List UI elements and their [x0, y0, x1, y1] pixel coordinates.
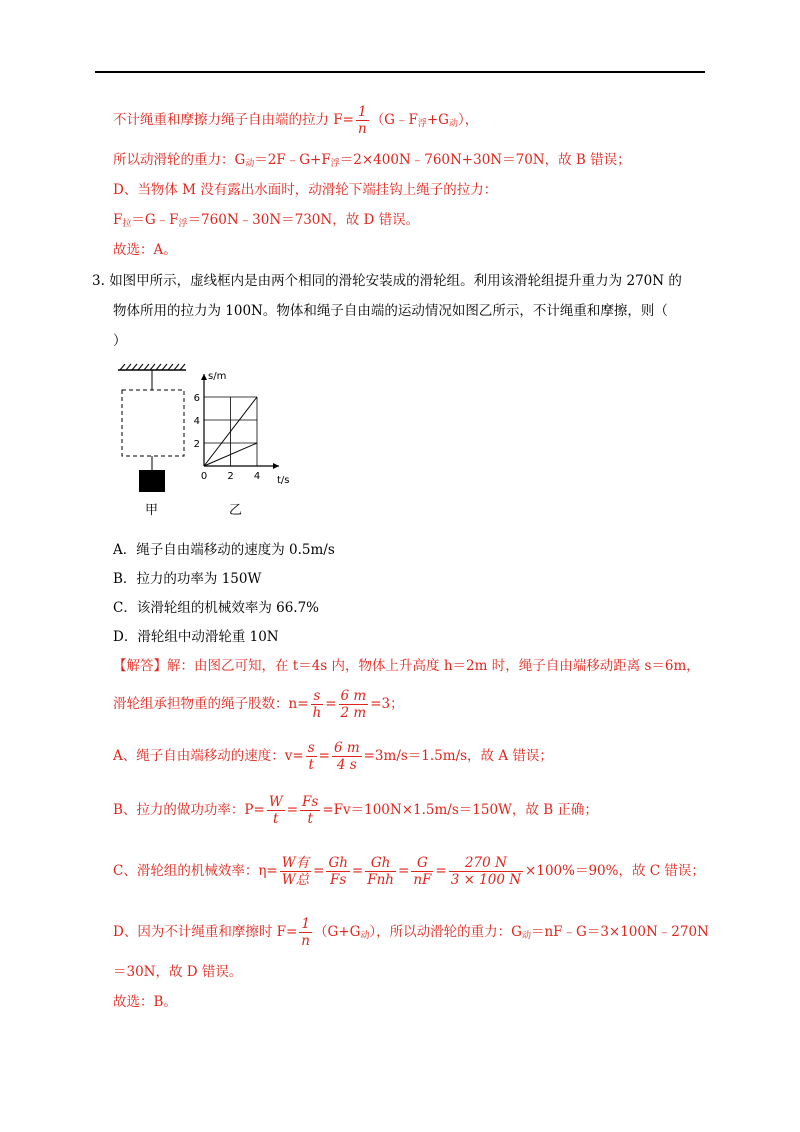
numerator: 1 — [356, 104, 369, 121]
text: （G+G — [314, 924, 361, 940]
prev-line-3: D、当物体 M 没有露出水面时，动滑轮下端挂钩上绳子的拉力： — [113, 182, 498, 198]
denominator: 4 s — [336, 757, 357, 773]
denominator: n — [301, 933, 310, 949]
label-yi: 乙 — [229, 503, 243, 518]
question-text: 如图甲所示，虚线框内是由两个相同的滑轮安装成的滑轮组。利用该滑轮组提升重力为 270N 的 — [109, 273, 682, 289]
text: ＝2F﹣G+F — [254, 152, 331, 168]
denominator: 2 m — [340, 705, 367, 721]
fraction — [300, 794, 320, 827]
answer-line-g — [113, 916, 709, 949]
prev-line-1 — [113, 104, 478, 137]
text: ＝760N﹣30N＝730N，故 D 错误。 — [187, 212, 420, 228]
text: B、拉力的做功功率：P= — [113, 802, 265, 818]
denominator: Fnh — [367, 872, 394, 888]
text: D、因为不计绳重和摩擦时 F= — [113, 924, 298, 940]
numerator: W — [268, 794, 283, 810]
fraction — [365, 855, 396, 888]
option-a: A．绳子自由端移动的速度为 0.5m/s — [113, 542, 335, 558]
ceiling-hatch — [120, 364, 185, 370]
text: ×100%＝90%，故 C 错误； — [525, 863, 705, 879]
subscript: 浮 — [178, 219, 188, 229]
fraction — [332, 740, 362, 773]
subscript: 浮 — [330, 159, 340, 169]
text: （G﹣F — [370, 112, 418, 128]
text: ＝2×400N﹣760N+30N＝70N，故 B 错误； — [339, 152, 631, 168]
text: =3； — [370, 696, 404, 712]
text: =Fv＝100N×1.5m/s＝150W，故 B 正确； — [322, 802, 598, 818]
numerator: Gh — [365, 855, 396, 872]
question-line-3: ） — [113, 333, 127, 349]
denominator: 3 × 100 N — [450, 872, 522, 888]
denominator: t — [273, 811, 279, 827]
text: 滑轮组承担物重的绳子股数：n= — [113, 696, 309, 712]
text: ＝nF﹣G＝3×100N﹣270N — [530, 924, 709, 940]
fraction — [449, 855, 523, 888]
numerator: s — [307, 740, 315, 756]
option-b: B．拉力的功率为 150W — [113, 571, 262, 587]
dashed-box — [122, 390, 184, 456]
header-rule — [95, 71, 705, 73]
fraction — [311, 688, 324, 721]
pulley-diagram-jia — [118, 364, 186, 518]
answer-line-eta: C、滑轮组的机械效率：η= $\frac{\text{W有}}{\text{W总}}$ = $\frac{Gh}{Fs}$ = $\frac{Gh}{\text{Fnh}}$ = $\frac{G}{nF}$ = $\frac{270 N}{3 \times 100 N}$ ×100%＝90%，故 C 错误； — [113, 855, 705, 888]
x-axis-arrow — [273, 463, 279, 469]
text: ＝G﹣F — [131, 212, 179, 228]
subscript: 浮 — [417, 119, 427, 129]
x-axis-label: t/s — [277, 475, 290, 486]
text: 所以动滑轮的重力：G — [113, 152, 246, 168]
subscript: 动 — [521, 931, 531, 941]
x-tick-label: 2 — [227, 471, 234, 482]
y-axis-label: s/m — [208, 371, 227, 382]
denominator: t — [307, 811, 313, 827]
answer-line-n — [113, 688, 404, 721]
fraction — [280, 855, 311, 888]
label-jia: 甲 — [145, 503, 159, 518]
fraction — [306, 740, 317, 773]
fraction — [339, 688, 369, 721]
subscript: 动 — [448, 119, 458, 129]
fraction — [356, 104, 369, 137]
subscript: 动 — [245, 159, 255, 169]
fraction — [267, 794, 285, 827]
weight-block — [139, 470, 165, 492]
denominator: n — [357, 121, 367, 137]
text: = — [286, 802, 299, 818]
numerator: 270 N — [449, 855, 523, 872]
question-line-2: 物体所用的拉力为 100N。物体和绳子自由端的运动情况如图乙所示，不计绳重和摩擦，则（ — [113, 303, 668, 319]
numerator: s — [311, 688, 324, 705]
y-tick-label: 4 — [193, 416, 200, 427]
text: = — [325, 696, 337, 712]
text: =3m/s＝1.5m/s，故 A 错误； — [363, 748, 553, 764]
numerator: 1 — [299, 916, 312, 933]
fraction — [326, 855, 349, 888]
fraction — [299, 916, 312, 949]
graph-yi — [194, 371, 290, 518]
answer-line-1 — [113, 656, 700, 676]
text: F — [113, 212, 123, 228]
fraction — [411, 855, 433, 888]
numerator: W有 — [281, 855, 310, 871]
question-line-1 — [92, 271, 682, 291]
question-figure — [112, 362, 302, 522]
text: 解：由图乙可知，在 t＝4s 内，物体上升高度 h＝2m 时，绳子自由端移动距离 s＝6m， — [167, 658, 700, 674]
denominator: t — [308, 757, 314, 773]
text: +G — [426, 112, 449, 128]
text: ），所以动滑轮的重力：G — [369, 924, 522, 940]
option-c: C．该滑轮组的机械效率为 66.7% — [113, 600, 320, 616]
y-tick-label: 6 — [193, 393, 200, 404]
x-tick-label: 4 — [253, 471, 261, 482]
answer-line-g2: ＝30N，故 D 错误。 — [113, 964, 243, 980]
denominator: Fs — [330, 872, 347, 888]
prev-line-4 — [113, 210, 419, 234]
x-tick-label: 0 — [200, 471, 208, 482]
numerator: 6 m — [340, 688, 367, 704]
text: ）， — [457, 112, 479, 128]
subscript: 动 — [360, 931, 370, 941]
numerator: Gh — [328, 855, 348, 871]
answer-line-v — [113, 740, 553, 773]
answer-line-p — [113, 794, 598, 827]
answer-tag: 【解答】 — [113, 658, 167, 674]
denominator: W总 — [281, 872, 310, 888]
y-axis-arrow — [201, 374, 207, 380]
text: C、滑轮组的机械效率：η= — [113, 863, 278, 879]
question-number: 3. — [92, 273, 105, 289]
subscript: 拉 — [122, 219, 132, 229]
numerator: Fs — [302, 794, 319, 810]
numerator: G — [411, 855, 433, 872]
prev-line-2 — [113, 150, 631, 174]
numerator: 6 m — [333, 740, 360, 756]
prev-line-5: 故选：A。 — [113, 242, 177, 258]
option-d: D．滑轮组中动滑轮重 10N — [113, 629, 279, 645]
denominator: h — [312, 705, 322, 721]
denominator: nF — [413, 872, 432, 888]
text: 不计绳重和摩擦力绳子自由端的拉力 F= — [113, 112, 354, 128]
text: = — [318, 748, 330, 764]
text: A、绳子自由端移动的速度：v= — [113, 748, 304, 764]
y-tick-label: 2 — [193, 439, 200, 450]
answer-final: 故选：B。 — [113, 994, 177, 1010]
